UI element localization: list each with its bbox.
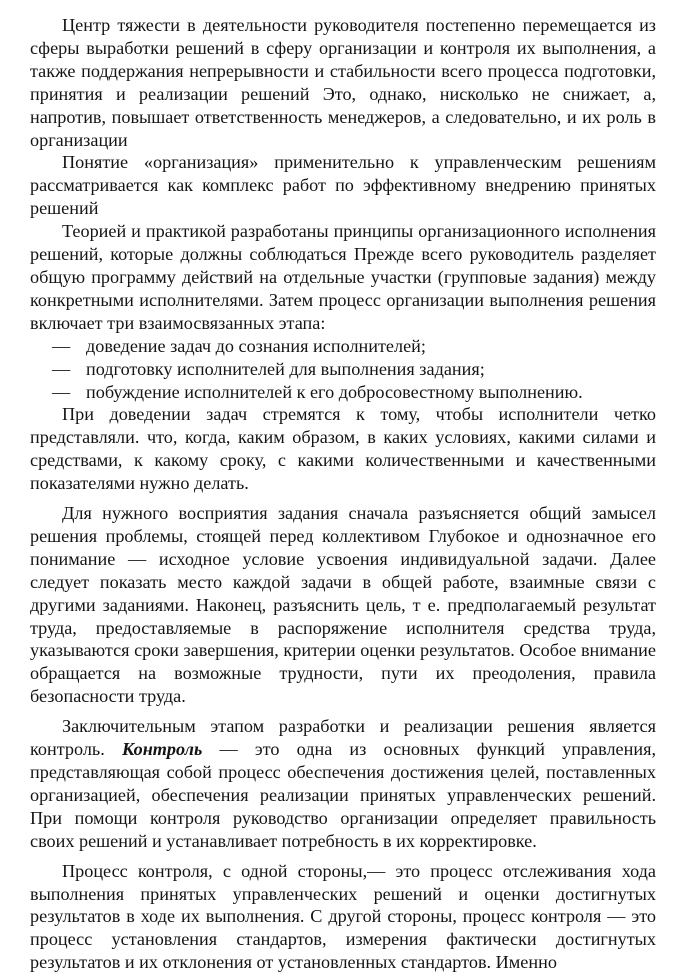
list-item-text: побуждение исполнителей к его добросовестному выполнению.: [86, 381, 583, 402]
paragraph-control-process: Процесс контроля, с одной стороны,— это процесс отслеживания хода выполнения принятых управленческих решений и оценки достигнутых результатов в ходе их выполнения. С другой стороны, процесс контроля — это процесс установления стандартов, измерения фактически достигнутых результатов и их отклонения от установленных стандартов. Именно: [30, 860, 656, 973]
paragraph-execution-principles: Теорией и практикой разработаны принципы организационного исполнения решений, которые должны соблюдаться Прежде всего руководитель разделяет общую программу действий на отдельные участки (групповые задания) между конкретными исполнителями. Затем процесс организации выполнения решения включает три взаимосвязанных этапа:: [30, 221, 656, 333]
control-intro-text: Заключительным этапом разработки и реализации решения является контроль.: [30, 716, 656, 760]
list-item-text: доведение задач до сознания исполнителей;: [86, 335, 426, 356]
paragraph-control-definition: [30, 715, 656, 852]
control-term: Контроль: [121, 739, 203, 760]
list-item: [30, 381, 656, 404]
list-item-text: подготовку исполнителей для выполнения задания;: [86, 358, 485, 379]
paragraph-organization-concept: Понятие «организация» применительно к управленческим решениям рассматривается как комплекс работ по эффективному внедрению принятых решений: [30, 152, 656, 219]
control-definition-text: — это одна из основных функций управления, представляющая собой процесс обеспечения достижения целей, поставленных организацией, обеспечения реализации принятых управленческих решений. При помощи контроля руководство организации определяет правильность своих решений и устанавливает потребность в их корректировке.: [30, 739, 657, 851]
list-dash: —: [52, 358, 71, 379]
paragraph-task-perception: Для нужного восприятия задания сначала разъясняется общий замысел решения проблемы, стоящей перед коллективом Глубокое и однозначное его понимание — исходное условие усвоения индивидуальной задачи. Далее следует показать место каждой задачи в общей работе, взаимные связи с другими заданиями. Наконец, разъяснить цель, т е. предполагаемый результат труда, предоставляемые в распоряжение исполнителя средства труда, указываются сроки завершения, критерии оценки результатов. Особое внимание обращается на возможные трудности, пути их преодоления, правила безопасности труда.: [30, 503, 656, 707]
list-item: [30, 335, 656, 358]
paragraph-task-communication: При доведении задач стремятся к тому, чтобы исполнители четко представляли. что, когда, каким образом, в каких условиях, какими силами и средствами, к какому сроку, с какими количественными и качественными показателями нужно делать.: [30, 404, 656, 494]
list-item: [30, 358, 656, 381]
execution-stages-list: [30, 335, 656, 404]
list-dash: —: [52, 381, 71, 402]
list-dash: —: [52, 335, 71, 356]
paragraph-decision-organization: Центр тяжести в деятельности руководителя постепенно перемещается из сферы выработки решений в сферу организации и контроля их выполнения, а также поддержания непрерывности и стабильности всего процесса подготовки, принятия и реализации решений Это, однако, нисколько не снижает, а, напротив, повышает ответственность менеджеров, а следовательно, и их роль в организации: [30, 15, 656, 150]
